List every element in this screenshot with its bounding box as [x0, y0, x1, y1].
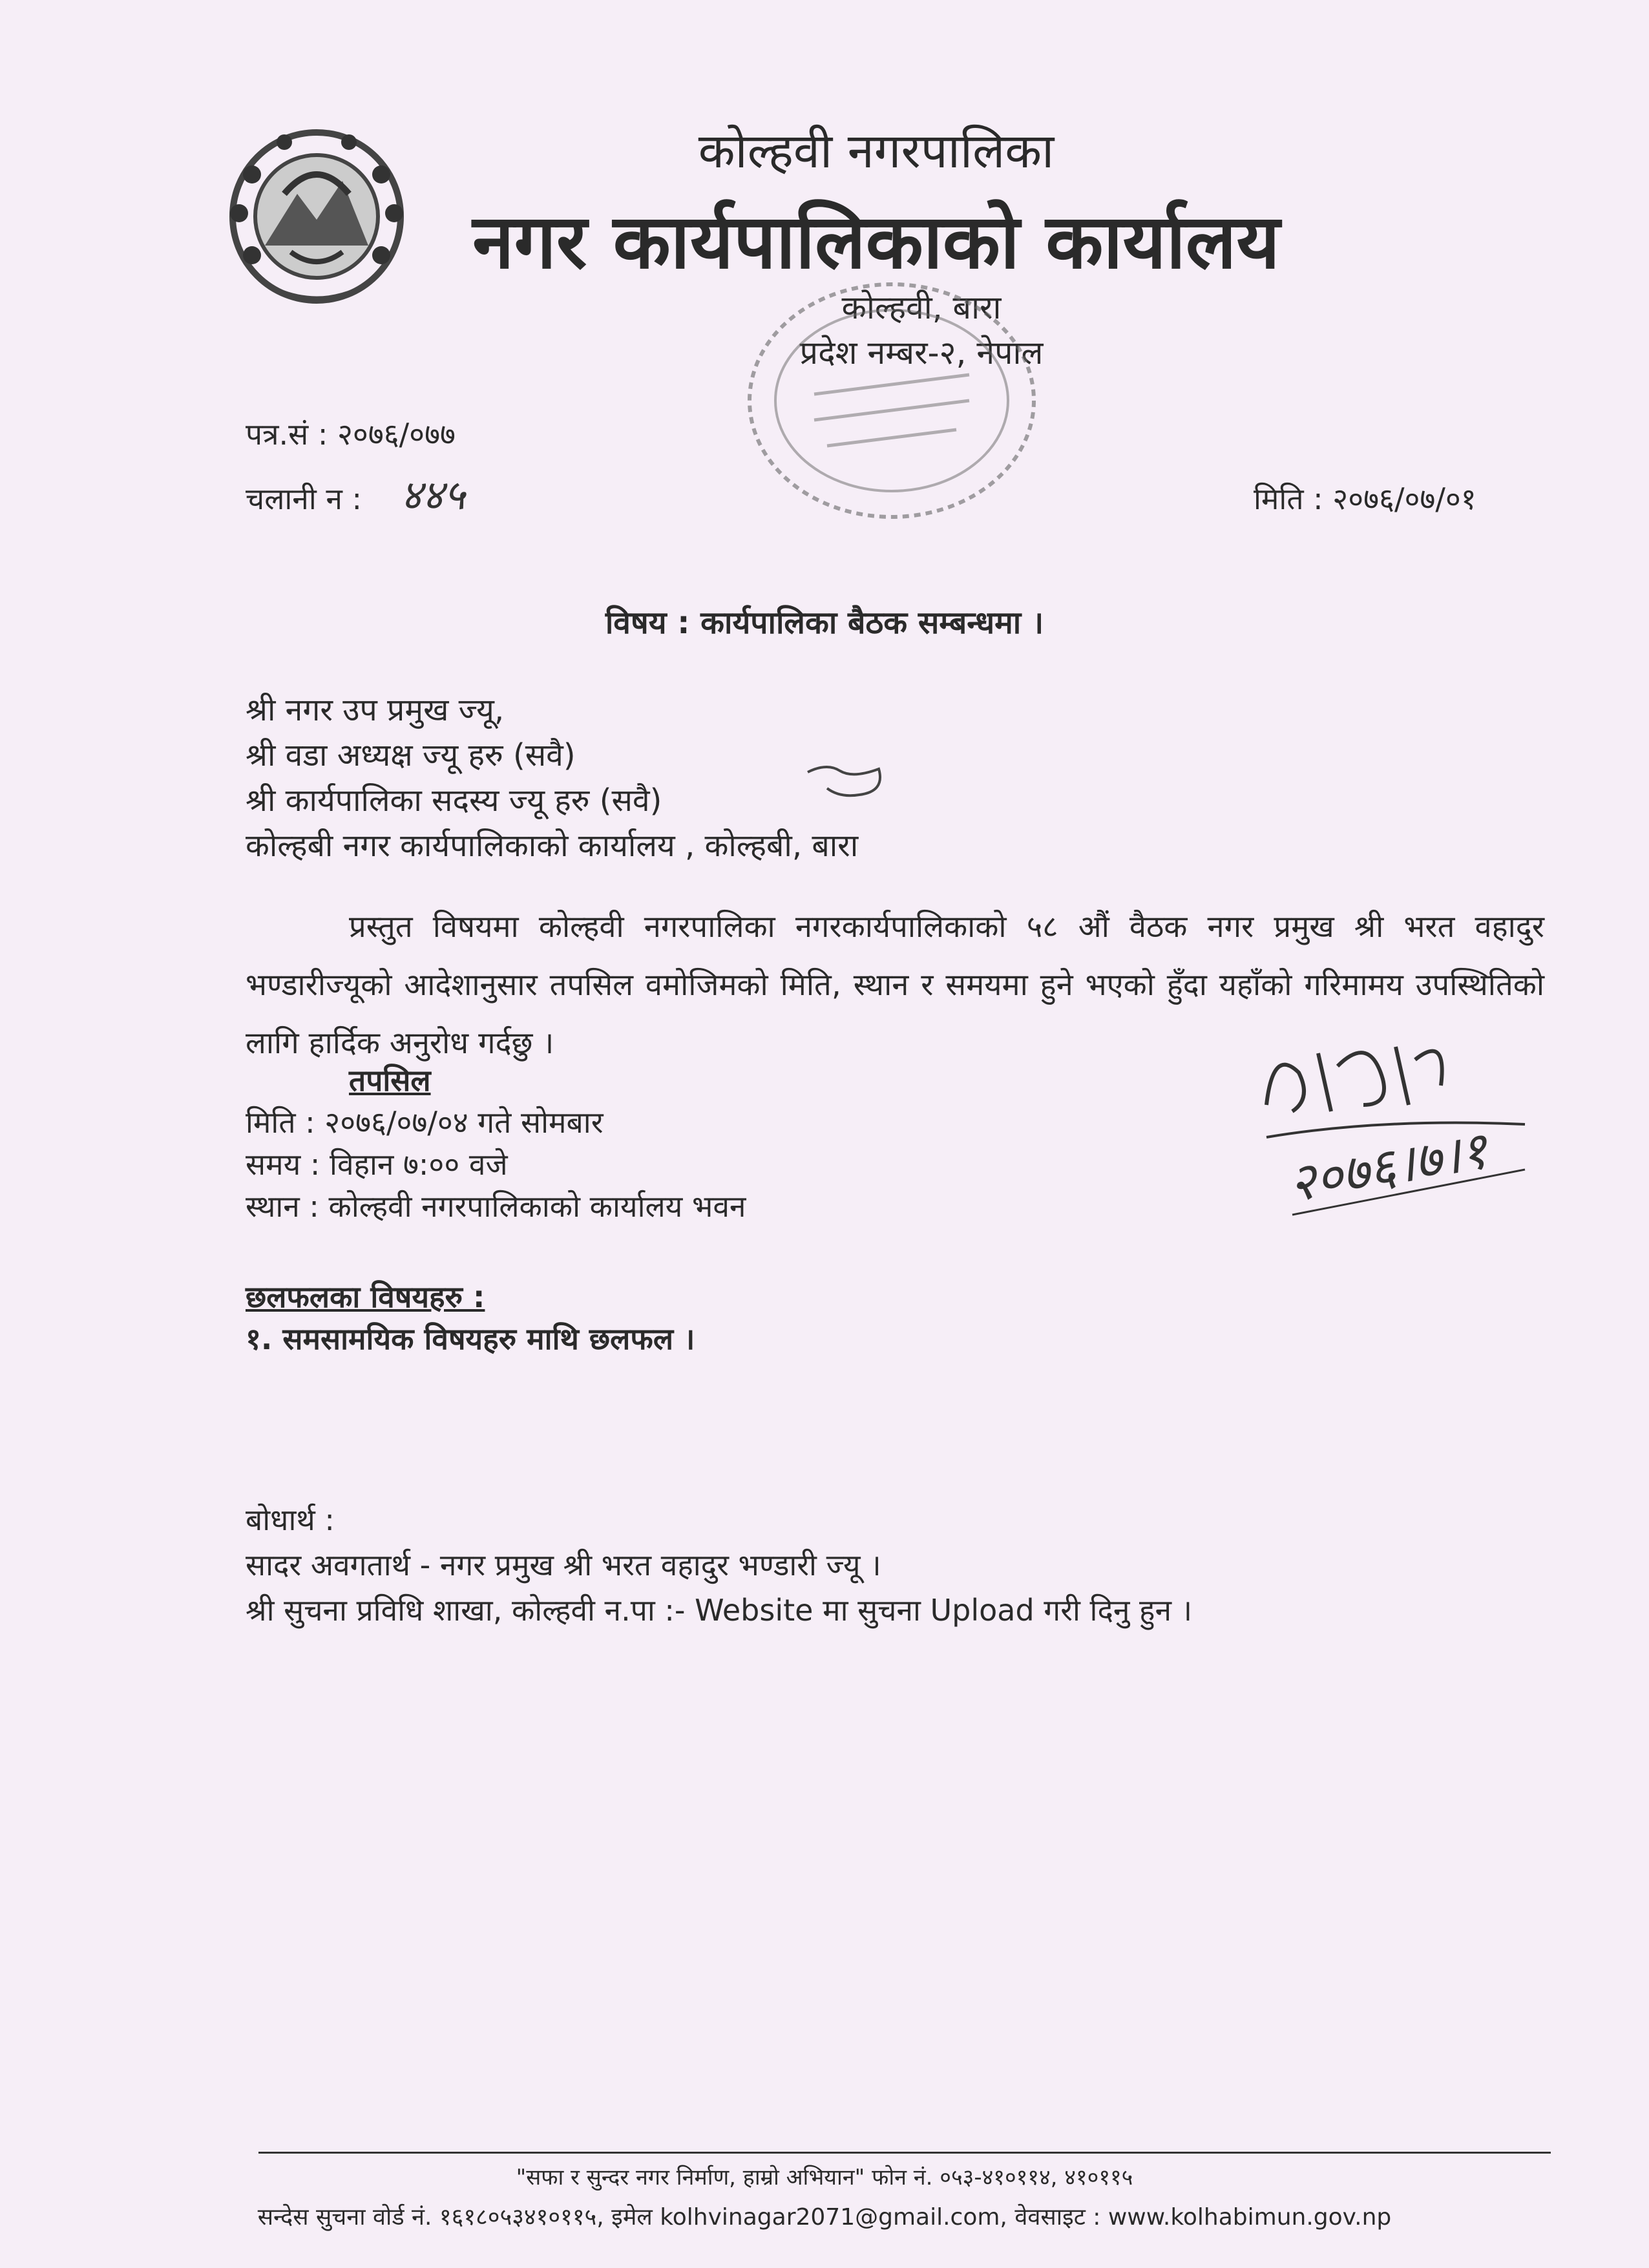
addressee-1: श्री नगर उप प्रमुख ज्यू,	[246, 692, 505, 728]
tapsil-heading: तपसिल	[349, 1063, 431, 1098]
handwritten-signature	[1254, 1008, 1564, 1254]
patra-number: पत्र.सं : २०७६/०७७	[246, 417, 456, 452]
footer-contact: सन्देस सुचना वोर्ड नं. १६१८०५३४१०११५, इमेल kolhvinagar2071@gmail.com, वेवसाइट : www.kolhabimun.gov.np	[257, 2204, 1392, 2231]
municipality-name: कोल्हवी नगरपालिका	[698, 123, 1055, 179]
office-seal-stamp	[737, 265, 1047, 523]
signature-date: २०७६।७।१	[1284, 1120, 1492, 1214]
footer-slogan: "सफा र सुन्दर नगर निर्माण, हाम्रो अभियान" फोन नं. ०५३-४१०११४, ४१०११५	[516, 2165, 1133, 2190]
meeting-time: समय : विहान ७:०० वजे	[246, 1147, 508, 1182]
addressee-4: कोल्हबी नगर कार्यपालिकाको कार्यालय , कोल्हबी, बारा	[246, 828, 859, 864]
footer-divider	[258, 2152, 1551, 2154]
bodhartha-line-1: सादर अवगतार्थ - नगर प्रमुख श्री भरत वहादुर भण्डारी ज्यू ।	[246, 1548, 881, 1582]
office-location: कोल्हवी, बारा	[841, 289, 1002, 326]
addressee-2: श्री वडा अध्यक्ष ज्यू हरु (सवै)	[246, 737, 576, 773]
scribble-mark	[801, 759, 892, 804]
office-province: प्रदेश नम्बर-२, नेपाल	[799, 334, 1044, 372]
meeting-place: स्थान : कोल्हवी नगरपालिकाको कार्यालय भवन	[246, 1189, 746, 1224]
addressee-3: श्री कार्यपालिका सदस्य ज्यू हरु (सवै)	[246, 782, 662, 819]
bodhartha-line-2: श्री सुचना प्रविधि शाखा, कोल्हवी न.पा :- Website मा सुचना Upload गरी दिनु हुन ।	[246, 1593, 1193, 1628]
meeting-date: मिति : २०७६/०७/०४ गते सोमबार	[246, 1105, 604, 1140]
chalani-number-handwritten: ४४५	[401, 472, 465, 520]
letter-date: मिति : २०७६/०७/०१	[1254, 481, 1476, 516]
main-paragraph: प्रस्तुत विषयमा कोल्हवी नगरपालिका नगरकार्यपालिकाको ५८ औं वैठक नगर प्रमुख श्री भरत वहादुर भण्डारीज्यूको आदेशानुसार तपसिल वमोजिमको मिति, स्थान र समयमा हुने भएको हुँदा यहाँको गरिमामय उपस्थितिको लागि हार्दिक अनुरोध गर्दछु ।	[246, 909, 1544, 1061]
chalani-number-label: चलानी न :	[246, 481, 362, 516]
agenda-item-1: १. समसामयिक विषयहरु माथि छलफल ।	[246, 1321, 695, 1356]
office-title: नगर कार्यपालिकाको कार्यालय	[472, 198, 1280, 286]
agenda-heading: छलफलका विषयहरु :	[246, 1279, 485, 1314]
bodhartha-heading: बोधार्थ :	[246, 1502, 335, 1537]
subject-line: विषय : कार्यपालिका बैठक सम्बन्धमा ।	[605, 605, 1044, 641]
